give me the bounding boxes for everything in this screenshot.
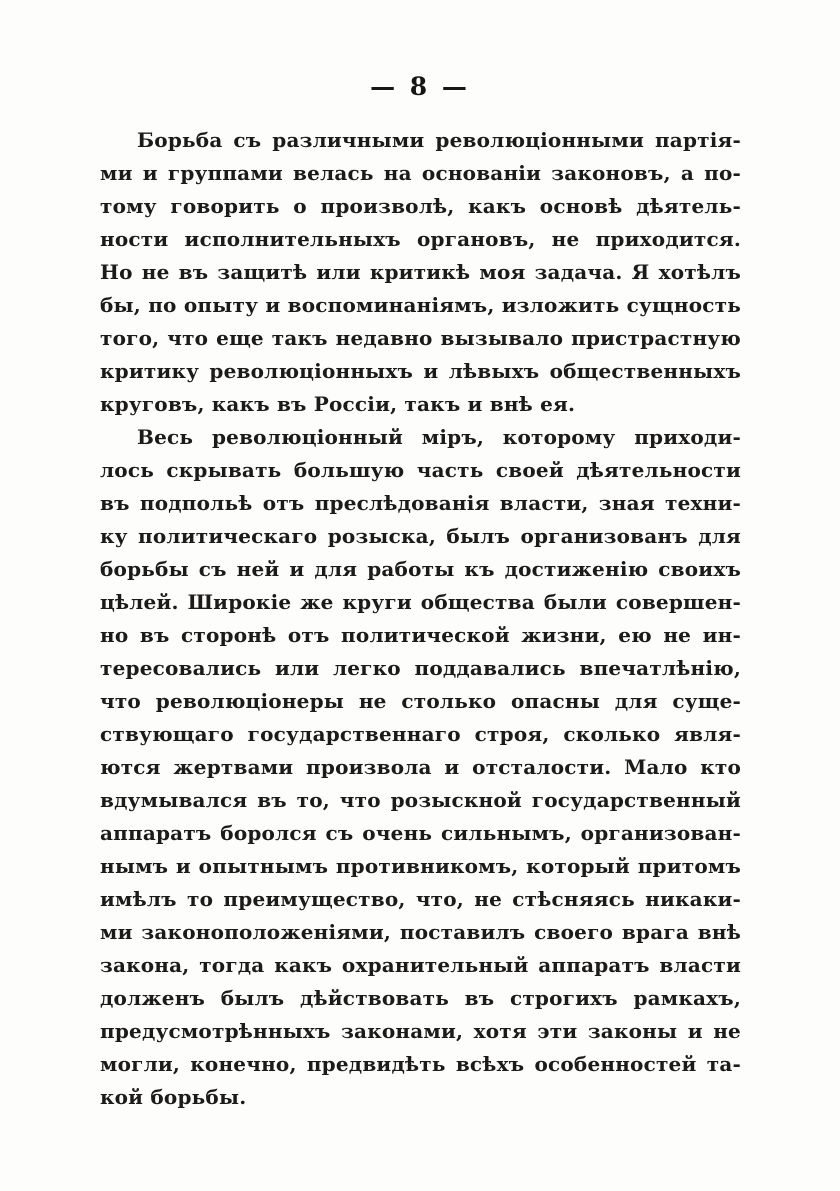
text-line: закона, тогда какъ охранительный аппаратъ власти bbox=[100, 953, 741, 977]
paragraph bbox=[100, 421, 741, 1114]
text-line: бы, по опыту и воспоминаніямъ, изложить сущность bbox=[100, 293, 741, 317]
text-line: того, что еще такъ недавно вызывало пристрастную bbox=[100, 326, 741, 350]
text-line: долженъ былъ дѣйствовать въ строгихъ рамкахъ, bbox=[100, 986, 741, 1010]
paragraph bbox=[100, 124, 741, 421]
text-line: имѣлъ то преимущество, что, не стѣсняясь никаки- bbox=[100, 887, 741, 911]
text-line: кой борьбы. bbox=[100, 1085, 247, 1109]
text-line: ности исполнительныхъ органовъ, не приходится. bbox=[100, 227, 741, 251]
text-line: но въ сторонѣ отъ политической жизни, ею не ин- bbox=[100, 623, 741, 647]
text-line: ми и группами велась на основаніи законовъ, а по- bbox=[100, 161, 741, 185]
text-line: тересовались или легко поддавались впечатлѣнію, bbox=[100, 656, 741, 680]
text-line: Но не въ защитѣ или критикѣ моя задача. Я хотѣлъ bbox=[100, 260, 741, 284]
text-line: вдумывался въ то, что розыскной государственный bbox=[100, 788, 741, 812]
text-line: нымъ и опытнымъ противникомъ, который притомъ bbox=[100, 854, 741, 878]
text-line: борьбы съ ней и для работы къ достиженію своихъ bbox=[100, 557, 741, 581]
text-line: могли, конечно, предвидѣть всѣхъ особенностей та- bbox=[100, 1052, 741, 1076]
text-line: ствующаго государственнаго строя, сколько явля- bbox=[100, 722, 741, 746]
text-line: круговъ, какъ въ Россіи, такъ и внѣ ея. bbox=[100, 392, 576, 416]
text-line: ку политическаго розыска, былъ организованъ для bbox=[100, 524, 741, 548]
text-line: тому говорить о произволѣ, какъ основѣ дѣятель- bbox=[100, 194, 741, 218]
page-number: — 8 — bbox=[370, 72, 470, 101]
text-line: аппаратъ боролся съ очень сильнымъ, организован- bbox=[100, 821, 741, 845]
text-line: въ подпольѣ отъ преслѣдованія власти, зная техни- bbox=[100, 491, 741, 515]
text-line: ми законоположеніями, поставилъ своего врага внѣ bbox=[100, 920, 741, 944]
text-block bbox=[100, 124, 741, 1114]
text-line: критику революціонныхъ и лѣвыхъ общественныхъ bbox=[100, 359, 741, 383]
text-line: Борьба съ различными революціонными партія- bbox=[137, 128, 741, 152]
text-line: Весь революціонный міръ, которому приходи- bbox=[137, 425, 741, 449]
text-line: что революціонеры не столько опасны для суще- bbox=[100, 689, 741, 713]
text-line: лось скрывать большую часть своей дѣятельности bbox=[100, 458, 741, 482]
text-line: ются жертвами произвола и отсталости. Мало кто bbox=[100, 755, 741, 779]
text-line: цѣлей. Широкіе же круги общества были совершен- bbox=[100, 590, 741, 614]
text-line: предусмотрѣнныхъ законами, хотя эти законы и не bbox=[100, 1019, 741, 1043]
